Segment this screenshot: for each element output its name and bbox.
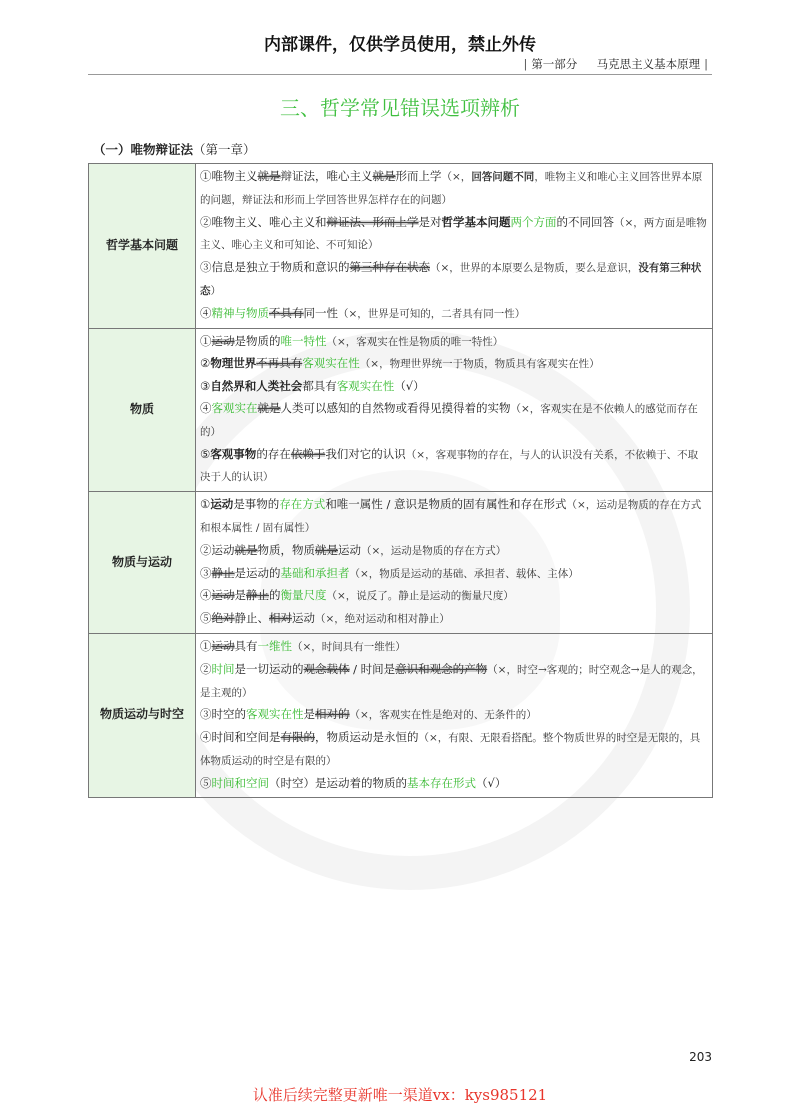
- header-divider: [88, 74, 712, 75]
- statement-text: ④: [200, 400, 212, 415]
- table-row: [89, 164, 713, 329]
- statement-text: （时空）是运动着的物质的: [269, 775, 407, 790]
- explanation-text: （×，时间具有一维性）: [292, 640, 406, 653]
- explanation-text: 回答问题不同: [471, 171, 535, 183]
- section-label: （一）唯物辩证法: [93, 142, 194, 157]
- explanation-text: （×，时空→客观的；时空观念→是人的观念，是主观的）: [200, 663, 703, 699]
- statement-text: 同一性: [303, 305, 338, 320]
- section-heading: [93, 140, 256, 158]
- statement-text: 物理世界: [210, 356, 257, 371]
- struck-phrase: 辩证法、形而上学: [326, 214, 419, 229]
- explanation-text: （×，物理世界统一于物质，物质具有客观实在性）: [359, 358, 600, 371]
- key-term: 唯一特性: [280, 333, 327, 348]
- statement-text: ⑤: [200, 775, 212, 790]
- breadcrumb-subject: 马克思主义基本原理: [596, 57, 701, 71]
- section-chapter: （第一章）: [193, 142, 256, 157]
- statement-text: ④: [200, 305, 212, 320]
- statement-item: [200, 376, 707, 398]
- statement-text: 的: [269, 588, 281, 603]
- statement-text: 是运动的: [234, 565, 281, 580]
- statement-text: 形而上学: [395, 169, 442, 183]
- key-term: 一维性: [257, 638, 292, 653]
- key-term: 客观实在: [211, 400, 258, 415]
- struck-phrase: 就是: [372, 169, 396, 183]
- struck-phrase: 依赖于: [290, 446, 326, 461]
- explanation-text: （×，运动是物质的存在方式）: [361, 544, 507, 557]
- statement-text: 是一切运动的: [234, 661, 304, 676]
- statement-text: ②: [200, 661, 212, 676]
- key-term: 精神与物质: [211, 305, 269, 320]
- table-row: [89, 328, 713, 492]
- statement-text: （√）: [476, 775, 507, 790]
- content-cell: [196, 633, 713, 797]
- table-row: [89, 633, 713, 797]
- statement-text: 运动: [338, 542, 361, 557]
- statement-text: ①: [200, 333, 212, 348]
- explanation-text: （×，世界是可知的，二者具有同一性）: [338, 307, 526, 320]
- statement-text: 自然界和人类社会: [210, 379, 303, 394]
- analysis-table: [88, 163, 713, 798]
- struck-phrase: 就是: [257, 169, 281, 183]
- explanation-text: （×，客观实在是不依赖人的感觉而存在的）: [200, 402, 698, 438]
- statement-text: 物质，物质: [257, 542, 315, 557]
- statement-text: （√）: [394, 379, 425, 394]
- key-term: 基础和承担者: [280, 565, 350, 580]
- struck-phrase: 运动: [211, 333, 235, 348]
- statement-item: [200, 704, 707, 727]
- key-term: 衡量尺度: [280, 588, 327, 603]
- explanation-text: （×，: [441, 171, 472, 183]
- statement-text: ⑤: [200, 446, 211, 461]
- struck-phrase: 相对: [269, 611, 292, 626]
- struck-phrase: 就是: [257, 400, 281, 415]
- explanation-text: （×，客观事物的存在，与人的认识没有关系，不依赖于、不取决于人的认识）: [200, 448, 699, 484]
- content-cell: [196, 328, 713, 492]
- category-cell: 物质运动与时空: [89, 633, 196, 797]
- explanation-text: （×，两方面是唯物主义、唯心主义和可知论、不可知论）: [200, 216, 707, 252]
- struck-phrase: 不再具有: [256, 356, 303, 371]
- statement-text: 具有: [234, 638, 258, 653]
- key-term: 两个方面: [510, 214, 557, 229]
- statement-item: [200, 303, 707, 326]
- statement-item: [200, 585, 707, 608]
- struck-phrase: 绝对: [211, 611, 235, 626]
- explanation-text: （×，有限、无限看搭配。整个物质世界的时空是无限的，具体物质运动的时空是有限的）: [200, 732, 701, 767]
- statement-item: [200, 494, 707, 540]
- struck-phrase: 观念载体: [303, 661, 350, 676]
- statement-text: 是物质的: [234, 333, 281, 348]
- key-term: 时间: [211, 661, 235, 676]
- statement-text: 是对: [418, 214, 442, 229]
- statement-text: 的不同回答: [556, 214, 614, 229]
- statement-item: [200, 727, 707, 773]
- breadcrumb: | 第一部分 马克思主义基本原理 |: [523, 57, 708, 71]
- explanation-text: （×，客观实在性是绝对的、无条件的）: [349, 709, 537, 722]
- statement-item: [200, 166, 707, 212]
- statement-text: 静止、: [234, 611, 269, 626]
- explanation-text: （×，绝对运动和相对静止）: [315, 613, 450, 626]
- struck-phrase: 相对的: [315, 707, 350, 722]
- statement-text: 人类可以感知的自然物或看得见摸得着的实物: [280, 400, 511, 415]
- statement-text: ③时空的: [200, 707, 246, 722]
- statement-text: 运动: [210, 497, 234, 512]
- statement-item: [200, 212, 707, 258]
- statement-text: ①唯物主义: [200, 169, 258, 183]
- statement-text: ②: [200, 356, 211, 371]
- footer-channel-note: 认准后续完整更新唯一渠道vx：kys985121: [252, 1086, 548, 1104]
- explanation-text: （×，客观实在性是物质的唯一特性）: [326, 335, 504, 348]
- statement-item: [200, 636, 707, 659]
- struck-phrase: 就是: [234, 542, 258, 557]
- key-term: 客观实在性: [336, 379, 395, 394]
- struck-phrase: 静止: [211, 565, 235, 580]
- statement-item: [200, 659, 707, 705]
- statement-text: 的存在: [256, 446, 291, 461]
- statement-text: 运动: [292, 611, 315, 626]
- statement-text: ①: [200, 638, 212, 653]
- statement-text: ④时间和空间是: [200, 730, 281, 745]
- content-cell: [196, 492, 713, 634]
- struck-phrase: 有限的: [280, 730, 315, 745]
- statement-item: [200, 353, 707, 376]
- statement-text: 和唯一属性 / 意识是物质的固有属性和存在形式: [325, 497, 567, 512]
- key-term: 存在方式: [279, 497, 326, 512]
- statement-text: ⑤: [200, 611, 212, 626]
- statement-item: [200, 444, 707, 490]
- page-number: 203: [689, 1050, 712, 1064]
- struck-phrase: 运动: [211, 638, 235, 653]
- struck-phrase: 静止: [246, 588, 269, 603]
- category-cell: 物质: [89, 328, 196, 492]
- statement-text: ②唯物主义、唯心主义和: [200, 214, 327, 229]
- table-row: [89, 492, 713, 634]
- statement-text: 都具有: [302, 379, 337, 394]
- statement-item: [200, 540, 707, 563]
- statement-text: 辩证法，唯心主义: [280, 169, 373, 183]
- statement-text: 是事物的: [233, 497, 280, 512]
- struck-phrase: 第三种存在状态: [349, 260, 430, 275]
- breadcrumb-part: 第一部分: [531, 57, 578, 71]
- explanation-text: ，唯物主义和唯心主义回答世界本原的问题，辩证法和形而上学回答世界怎样存在的问题）: [200, 171, 703, 206]
- statement-text: ③信息是独立于物质和意识的: [200, 260, 350, 275]
- statement-text: 客观事物: [210, 446, 257, 461]
- struck-phrase: 就是: [315, 542, 338, 557]
- statement-text: ③: [200, 565, 212, 580]
- explanation-text: （×，物质是运动的基础、承担者、载体、主体）: [349, 567, 579, 580]
- explanation-text: （×，运动是物质的存在方式和根本属性 / 固有属性）: [200, 499, 702, 534]
- statement-text: ，物质运动是永恒的: [315, 730, 419, 745]
- statement-text: ②运动: [200, 542, 235, 557]
- statement-item: [200, 257, 707, 303]
- category-cell: 物质与运动: [89, 492, 196, 634]
- key-term: 基本存在形式: [407, 775, 476, 790]
- statement-item: [200, 398, 707, 444]
- explanation-text: （×，说反了。静止是运动的衡量尺度）: [326, 590, 514, 603]
- statement-text: ③: [200, 379, 211, 394]
- statement-text: 是: [303, 707, 315, 722]
- content-cell: [196, 164, 713, 329]
- internal-notice: 内部课件，仅供学员使用，禁止外传: [264, 35, 536, 55]
- statement-text: 是: [234, 588, 246, 603]
- category-cell: 哲学基本问题: [89, 164, 196, 329]
- statement-text: 我们对它的认识: [325, 446, 406, 461]
- statement-item: [200, 608, 707, 631]
- struck-phrase: 不具有: [269, 305, 304, 320]
- key-term: 客观实在性: [246, 707, 304, 722]
- struck-phrase: 运动: [211, 588, 235, 603]
- statement-item: [200, 563, 707, 586]
- explanation-text: 没有第三种状态: [200, 262, 702, 297]
- statement-text: / 时间是: [349, 661, 396, 676]
- statement-text: ④: [200, 588, 212, 603]
- page-title: 三、哲学常见错误选项辨析: [280, 96, 520, 120]
- key-term: 时间和空间: [211, 775, 269, 790]
- statement-item: [200, 773, 707, 795]
- key-term: 客观实在性: [302, 356, 360, 371]
- explanation-text: ）: [210, 284, 221, 297]
- struck-phrase: 意识和观念的产物: [395, 661, 488, 676]
- statement-text: 哲学基本问题: [441, 214, 511, 229]
- statement-item: [200, 331, 707, 354]
- explanation-text: （×，世界的本原要么是物质，要么是意识，: [430, 262, 639, 275]
- statement-text: ①: [200, 497, 211, 512]
